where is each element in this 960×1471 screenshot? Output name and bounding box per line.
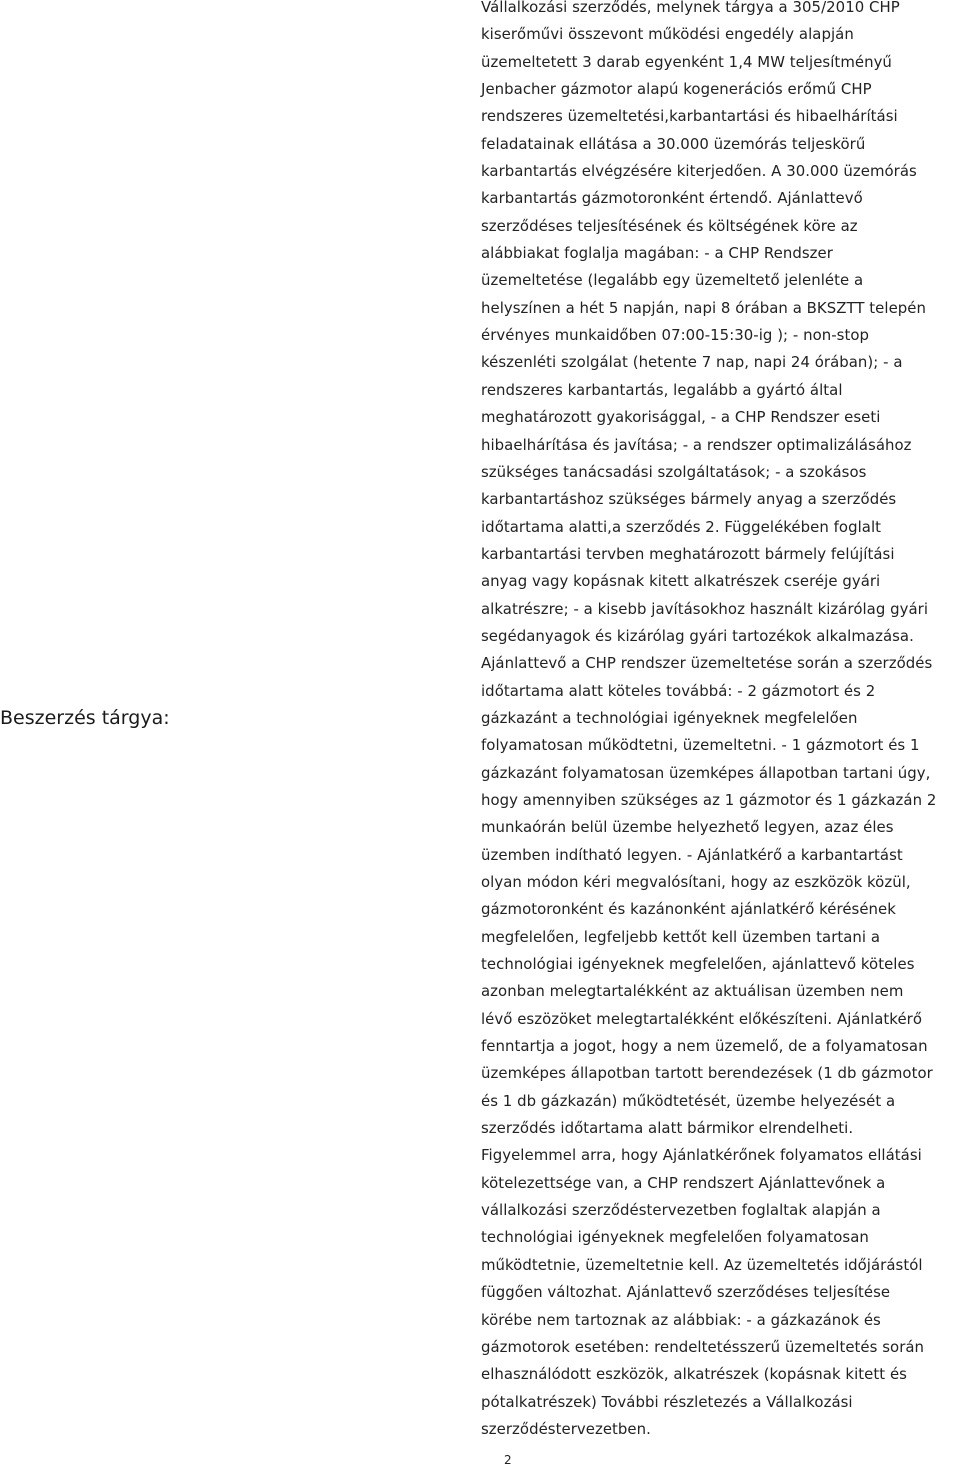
text-line: alkatrészre; - a kisebb javításokhoz használt kizárólag gyári (481, 599, 929, 618)
text-line: szerződés időtartama alatt bármikor elrendelheti. (481, 1119, 854, 1138)
text-line: kiserőművi összevont működési engedély alapján (481, 25, 854, 44)
text-line: megfelelően, legfeljebb kettőt kell üzemben tartani a (481, 927, 881, 946)
text-line: olyan módon kéri megvalósítani, hogy az eszközök közül, (481, 873, 911, 891)
text-line: technológiai igényeknek megfelelően folyamatosan (481, 1228, 869, 1247)
field-label: Beszerzés tárgya: (0, 707, 170, 729)
text-line: rendszeres karbantartás, legalább a gyártó által (481, 380, 843, 399)
text-line: technológiai igényeknek megfelelően, ajánlattevő köteles (481, 955, 915, 974)
text-line: segédanyagok és kizárólag gyári tartozékok alkalmazása. (481, 626, 914, 645)
text-line: működtetnie, üzemeltetnie kell. Az üzemeltetés időjárástól (481, 1255, 923, 1274)
text-line: Vállalkozási szerződés, melynek tárgya a 305/2010 CHP (481, 0, 900, 16)
text-line: gázmotoronként és kazánonként ajánlatkérő kérésének (481, 900, 896, 919)
text-line: időtartama alatt köteles továbbá: - 2 gázmotort és 2 (481, 681, 876, 700)
text-line: függően változhat. Ajánlattevő szerződéses teljesítése (481, 1283, 891, 1302)
text-line: gázmotorok esetében: rendeltetésszerű üzemeltetés során (481, 1337, 925, 1356)
text-line: érvényes munkaidőben 07:00-15:30-ig ); - non-stop (481, 326, 870, 345)
page-number: 2 (504, 1453, 512, 1467)
text-line: szerződéstervezetben. (481, 1419, 651, 1438)
text-line: alábbiakat foglalja magában: - a CHP Rendszer (481, 244, 833, 263)
text-line: elhasználódott eszközök, alkatrészek (kopásnak kitett és (481, 1365, 907, 1384)
text-line: feladatainak ellátása a 30.000 üzemórás teljeskörű (481, 134, 866, 153)
text-line: gázkazánt folyamatosan üzemképes állapotban tartani úgy, (481, 763, 931, 782)
text-line: szerződéses teljesítésének és költségének köre az (481, 216, 858, 235)
text-line: folyamatosan működtetni, üzemeltetni. - 1 gázmotort és 1 (481, 736, 920, 755)
text-line: Ajánlattevő a CHP rendszer üzemeltetése során a szerződés (481, 654, 933, 673)
text-line: üzemeltetése (legalább egy üzemeltető jelenléte a (481, 271, 864, 290)
text-line: fenntartja a jogot, hogy a nem üzemelő, de a folyamatosan (481, 1037, 928, 1056)
text-line: szükséges tanácsadási szolgáltatások; - a szokásos (481, 462, 867, 481)
text-line: azonban melegtartalékként az aktuálisan üzemben nem (481, 982, 904, 1001)
text-line: meghatározott gyakorisággal, - a CHP Rendszer eseti (481, 408, 881, 427)
text-line: karbantartási tervben meghatározott bármely felújítási (481, 544, 895, 563)
text-line: hogy amennyiben szükséges az 1 gázmotor és 1 gázkazán 2 (481, 790, 937, 809)
text-line: gázkazánt a technológiai igényeknek megfelelően (481, 708, 858, 727)
text-line: karbantartáshoz szükséges bármely anyag a szerződés (481, 490, 897, 509)
text-line: készenléti szolgálat (hetente 7 nap, napi 24 órában); - a (481, 353, 903, 372)
text-line: üzemeltetett 3 darab egyenként 1,4 MW teljesítményű (481, 52, 892, 71)
text-line: Figyelemmel arra, hogy Ajánlatkérőnek folyamatos ellátási (481, 1146, 922, 1165)
text-line: üzemben indítható legyen. - Ajánlatkérő a karbantartást (481, 845, 903, 864)
text-line: karbantartás elvégzésére kiterjedően. A 30.000 üzemórás (481, 162, 917, 181)
text-line: vállalkozási szerződéstervezetben foglaltak alapján a (481, 1201, 881, 1220)
text-line: kötelezettsége van, a CHP rendszert Ajánlattevőnek a (481, 1173, 886, 1192)
text-line: hibaelhárítása és javítása; - a rendszer optimalizálásához (481, 435, 912, 454)
text-line: anyag vagy kopásnak kitett alkatrészek cseréje gyári (481, 572, 881, 591)
field-value-text (481, 0, 959, 1443)
text-line: lévő eszözöket melegtartalékként előkészíteni. Ajánlatkérő (481, 1009, 922, 1028)
text-line: karbantartás gázmotoronként értendő. Ajánlattevő (481, 189, 863, 208)
text-line: körébe nem tartoznak az alábbiak: - a gázkazánok és (481, 1310, 881, 1329)
text-line: pótalkatrészek) További részletezés a Vállalkozási (481, 1392, 853, 1411)
text-line: üzemképes állapotban tartott berendezések (1 db gázmotor (481, 1064, 933, 1083)
text-line: munkaórán belül üzembe helyezhető legyen, azaz éles (481, 818, 894, 837)
text-line: időtartama alatti,a szerződés 2. Függelékében foglalt (481, 517, 882, 536)
text-line: rendszeres üzemeltetési,karbantartási és hibaelhárítási (481, 107, 898, 126)
text-line: helyszínen a hét 5 napján, napi 8 órában a BKSZTT telepén (481, 298, 926, 317)
text-line: és 1 db gázkazán) működtetését, üzembe helyezését a (481, 1091, 896, 1110)
text-line: Jenbacher gázmotor alapú kogenerációs erőmű CHP (481, 80, 872, 99)
